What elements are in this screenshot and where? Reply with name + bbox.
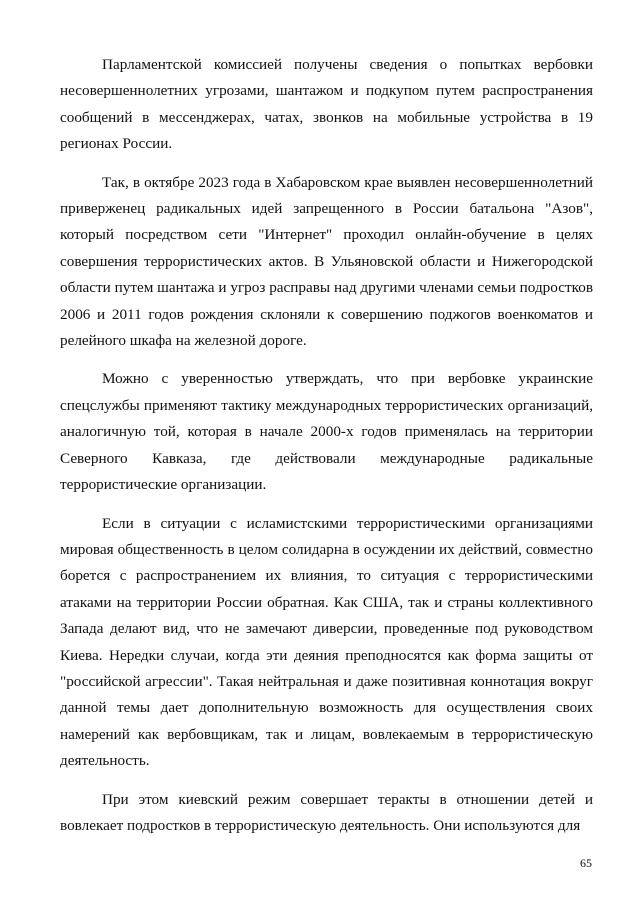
paragraph-khabarovsk-case: Так, в октябре 2023 года в Хабаровском крае выявлен несовершеннолетний приверженец радикальных идей запрещенного в России батальона "Азов", который посредством сети "Интернет" проходил онлайн-обучение в целях совершения террористических актов. В Ульяновской области и Нижегородской области путем шантажа и угроз расправы над другими членами семьи подростков 2006 и 2011 годов рождения склоняли к совершению поджогов военкоматов и релейного шкафа на железной дороге.	[60, 173, 593, 350]
paragraph-world-reaction: Если в ситуации с исламистскими террористическими организациями мировая общественность в целом солидарна в осуждении их действий, совместно борется с распространением их влияния, то ситуация с террористическими атаками на территории России обратная. Как США, так и страны коллективного Запада делают вид, что не замечают диверсии, проведенные под руководством Киева. Нередки случаи, когда эти деяния преподносятся как форма защиты от "российской агрессии". Такая нейтральная и даже позитивная коннотация вокруг данной темы дает дополнительную возможность для осуществления своих намерений как вербовщикам, так и лицам, вовлекаемым в террористическую деятельность.	[60, 514, 593, 770]
paragraph-recruitment-info: Парламентской комиссией получены сведения о попытках вербовки несовершеннолетних угрозами, шантажом и подкупом путем распространения сообщений в мессенджерах, чатах, звонков на мобильные устройства в 19 регионах России.	[60, 56, 593, 153]
page-number: 65	[580, 856, 592, 870]
paragraph-kiev-regime: При этом киевский режим совершает теракты в отношении детей и вовлекает подростков в террористическую деятельность. Они используются для	[60, 790, 593, 834]
document-body	[60, 52, 593, 851]
paragraph-tactics: Можно с уверенностью утверждать, что при вербовке украинские спецслужбы применяют тактику международных террористических организаций, аналогичную той, которая в начале 2000-х годов применялась на территории Северного Кавказа, где действовали международные радикальные террористические организации.	[60, 370, 593, 494]
